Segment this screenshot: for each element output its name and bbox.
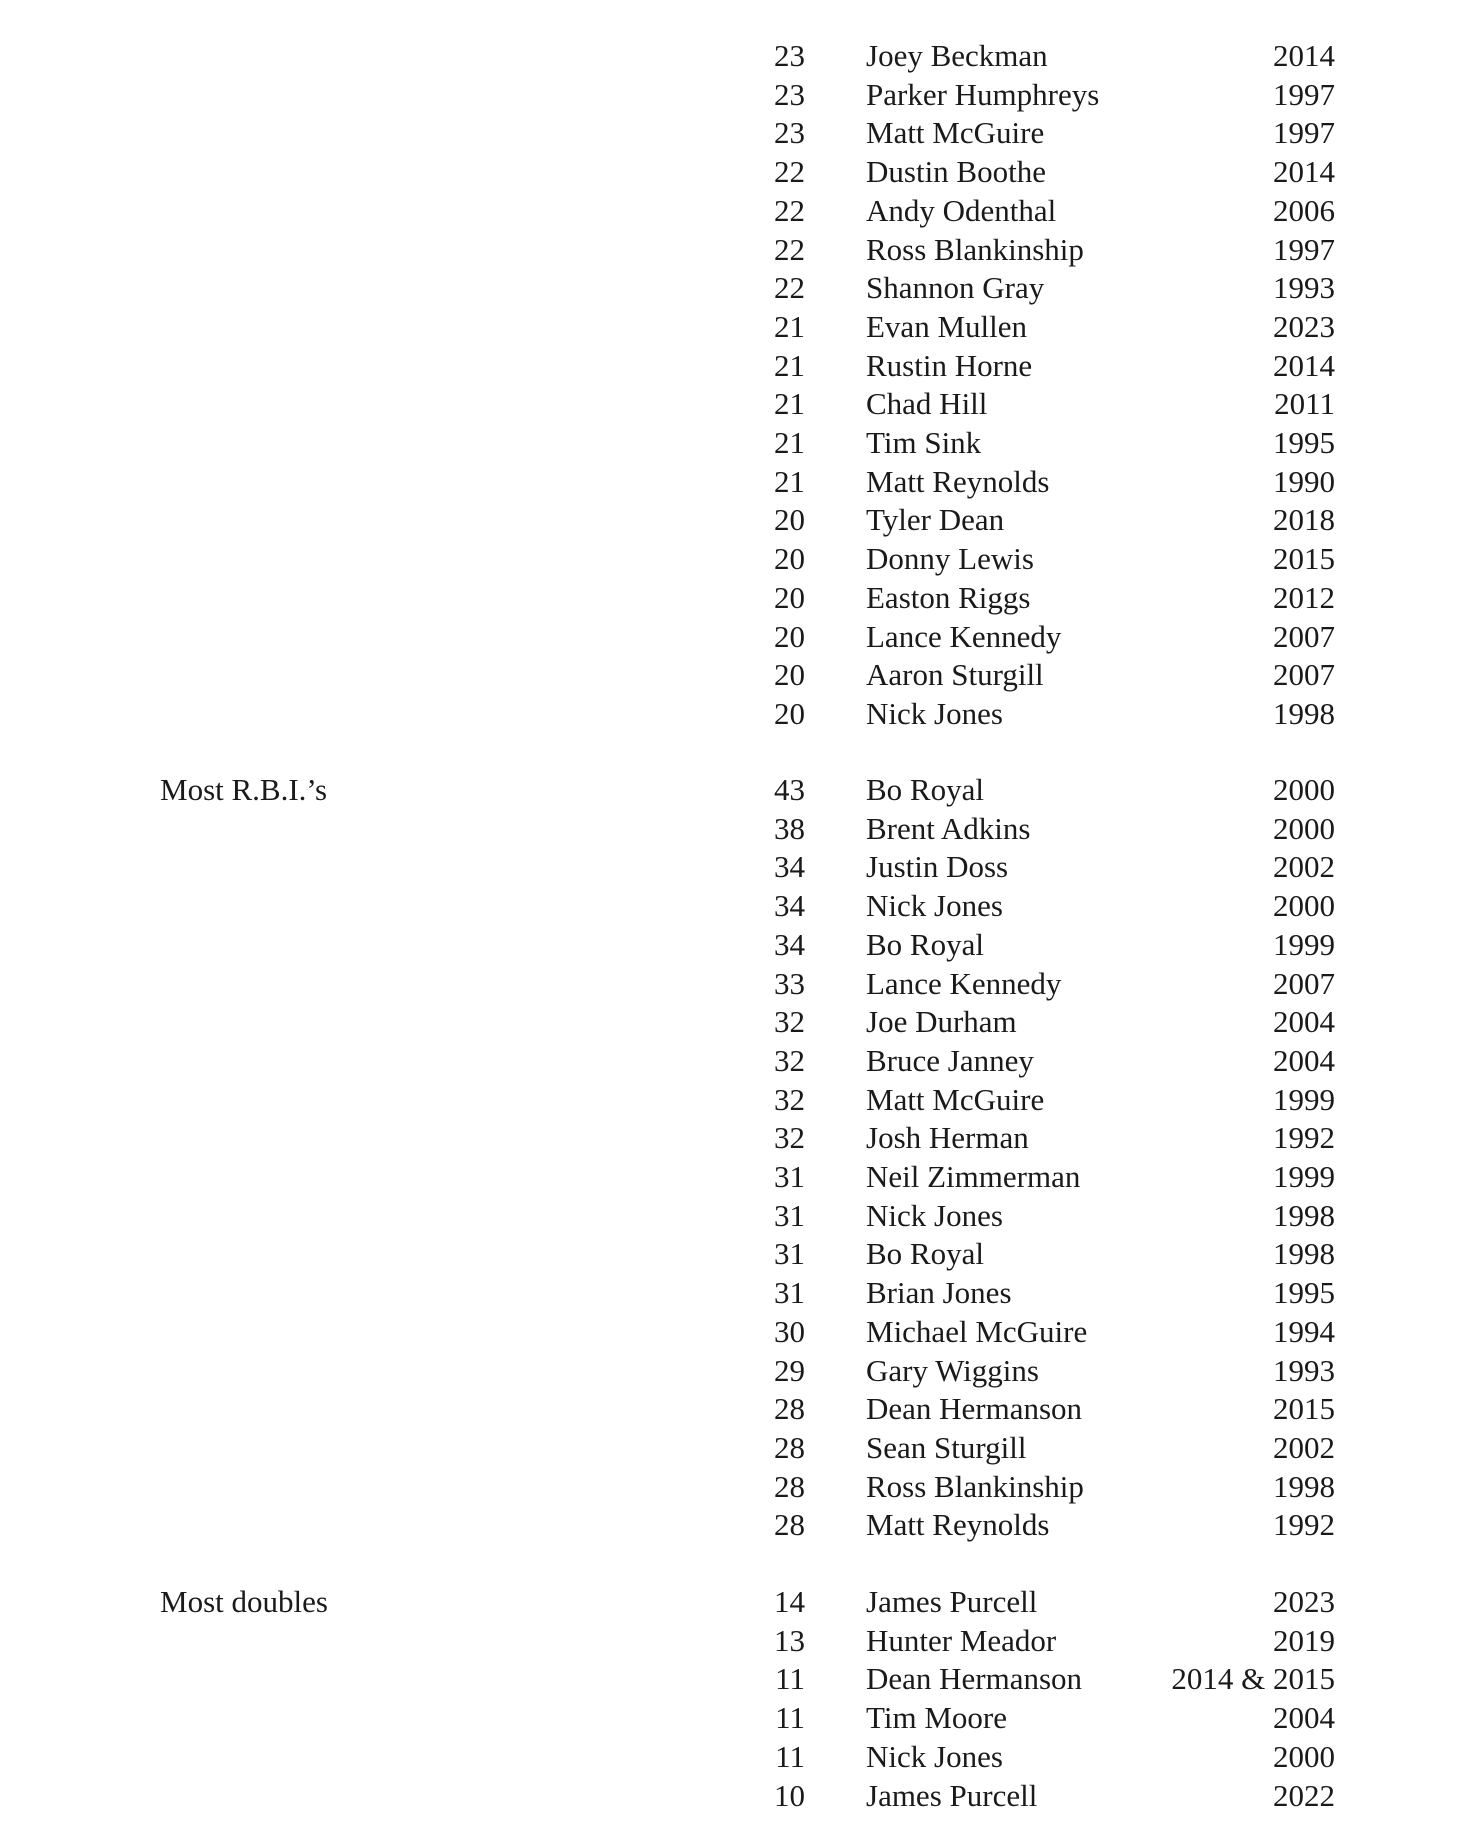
record-row — [0, 347, 1468, 386]
record-year: 2015 — [1273, 1391, 1335, 1427]
record-row — [0, 540, 1468, 579]
record-value: 33 — [774, 965, 805, 1001]
record-year: 1999 — [1273, 926, 1335, 962]
record-value: 34 — [774, 888, 805, 924]
record-row — [0, 1042, 1468, 1081]
record-value: 34 — [774, 849, 805, 885]
record-row — [0, 37, 1468, 76]
record-row — [0, 926, 1468, 965]
record-year: 1990 — [1273, 463, 1335, 499]
record-year: 2014 & 2015 — [1171, 1661, 1335, 1697]
player-name: Bo Royal — [866, 1236, 984, 1272]
record-year: 1998 — [1273, 1468, 1335, 1504]
record-year: 1999 — [1273, 1081, 1335, 1117]
player-name: Matt McGuire — [866, 115, 1045, 151]
record-value: 20 — [774, 541, 805, 577]
player-name: Lance Kennedy — [866, 618, 1062, 654]
player-name: Matt Reynolds — [866, 463, 1050, 499]
record-value: 20 — [774, 579, 805, 615]
player-name: Dustin Boothe — [866, 154, 1046, 190]
record-row — [0, 1390, 1468, 1429]
record-row — [0, 1699, 1468, 1738]
player-name: Joey Beckman — [866, 38, 1048, 73]
player-name: Brian Jones — [866, 1275, 1012, 1311]
record-year: 1995 — [1273, 425, 1335, 460]
record-row — [0, 1468, 1468, 1507]
player-name: Hunter Meador — [866, 1622, 1057, 1658]
record-value: 32 — [774, 1042, 805, 1078]
record-year: 2004 — [1273, 1042, 1335, 1078]
record-value: 20 — [774, 502, 805, 538]
record-row — [0, 192, 1468, 231]
record-year: 2019 — [1273, 1622, 1335, 1658]
record-row — [0, 1660, 1468, 1699]
record-row — [0, 269, 1468, 308]
record-row — [0, 965, 1468, 1004]
player-name: Michael McGuire — [866, 1313, 1088, 1349]
record-year: 1997 — [1273, 231, 1335, 267]
player-name: Tyler Dean — [866, 502, 1005, 538]
record-value: 31 — [774, 1197, 805, 1233]
player-name: Andy Odenthal — [866, 192, 1057, 228]
player-name: Gary Wiggins — [866, 1352, 1039, 1388]
record-value: 29 — [774, 1352, 805, 1388]
record-year: 2015 — [1273, 541, 1335, 577]
record-value: 43 — [774, 772, 805, 807]
record-value: 28 — [774, 1429, 805, 1465]
record-value: 20 — [774, 657, 805, 693]
record-row — [0, 1119, 1468, 1158]
player-name: Nick Jones — [866, 1197, 1003, 1233]
record-row — [0, 1429, 1468, 1468]
record-row — [0, 1622, 1468, 1661]
player-name: Chad Hill — [866, 386, 988, 422]
player-name: Neil Zimmerman — [866, 1159, 1081, 1194]
record-row — [0, 424, 1468, 463]
player-name: Matt Reynolds — [866, 1507, 1050, 1543]
record-value: 23 — [774, 115, 805, 151]
player-name: Bo Royal — [866, 772, 984, 807]
record-value: 10 — [774, 1777, 805, 1813]
record-year: 1995 — [1273, 1275, 1335, 1311]
player-name: Donny Lewis — [866, 541, 1034, 577]
record-row — [0, 463, 1468, 502]
record-row — [0, 114, 1468, 153]
record-row — [0, 308, 1468, 347]
player-name: Nick Jones — [866, 1738, 1003, 1774]
record-year: 2006 — [1273, 192, 1335, 228]
section-label: Most doubles — [160, 1584, 328, 1619]
player-name: Dean Hermanson — [866, 1391, 1083, 1427]
player-name: James Purcell — [866, 1584, 1038, 1619]
record-year: 1997 — [1273, 76, 1335, 112]
record-year: 2014 — [1273, 154, 1335, 190]
record-value: 34 — [774, 926, 805, 962]
record-year: 2023 — [1273, 308, 1335, 344]
record-year: 2011 — [1274, 386, 1335, 422]
player-name: Brent Adkins — [866, 810, 1031, 846]
record-year: 1998 — [1273, 695, 1335, 731]
record-year: 1998 — [1273, 1236, 1335, 1272]
record-value: 21 — [774, 308, 805, 344]
record-year: 1994 — [1273, 1313, 1335, 1349]
record-year: 2000 — [1273, 1738, 1335, 1774]
record-year: 2012 — [1273, 579, 1335, 615]
player-name: Sean Sturgill — [866, 1429, 1027, 1465]
record-row — [0, 656, 1468, 695]
record-row — [0, 579, 1468, 618]
record-row — [0, 1506, 1468, 1545]
record-year: 2000 — [1273, 810, 1335, 846]
record-row — [0, 501, 1468, 540]
record-year: 1993 — [1273, 270, 1335, 306]
record-row — [0, 76, 1468, 115]
record-row — [0, 1777, 1468, 1816]
record-year: 1998 — [1273, 1197, 1335, 1233]
player-name: Nick Jones — [866, 695, 1003, 731]
player-name: Bruce Janney — [866, 1042, 1034, 1078]
player-name: Josh Herman — [866, 1120, 1029, 1156]
record-value: 31 — [774, 1275, 805, 1311]
record-row — [0, 1738, 1468, 1777]
record-year: 1997 — [1273, 115, 1335, 151]
record-value: 21 — [774, 425, 805, 460]
player-name: Bo Royal — [866, 926, 984, 962]
player-name: Shannon Gray — [866, 270, 1045, 306]
record-row — [0, 695, 1468, 734]
record-year: 2023 — [1273, 1584, 1335, 1619]
record-year: 2000 — [1273, 888, 1335, 924]
player-name: Matt McGuire — [866, 1081, 1045, 1117]
record-row — [0, 1352, 1468, 1391]
record-row — [0, 1274, 1468, 1313]
record-value: 13 — [774, 1622, 805, 1658]
record-year: 2014 — [1273, 38, 1335, 73]
record-row — [0, 1235, 1468, 1274]
record-value: 31 — [774, 1159, 805, 1194]
record-year: 1992 — [1273, 1507, 1335, 1543]
record-row — [0, 1003, 1468, 1042]
record-row — [0, 618, 1468, 657]
record-row — [0, 771, 1468, 810]
record-value: 22 — [774, 231, 805, 267]
record-value: 20 — [774, 695, 805, 731]
record-value: 11 — [775, 1738, 805, 1774]
record-row — [0, 1313, 1468, 1352]
player-name: Ross Blankinship — [866, 231, 1084, 267]
record-value: 11 — [775, 1661, 805, 1697]
record-value: 22 — [774, 154, 805, 190]
record-row — [0, 153, 1468, 192]
record-row — [0, 1081, 1468, 1120]
record-value: 20 — [774, 618, 805, 654]
record-value: 23 — [774, 76, 805, 112]
record-value: 32 — [774, 1081, 805, 1117]
record-value: 32 — [774, 1004, 805, 1040]
record-value: 28 — [774, 1468, 805, 1504]
record-row — [0, 1583, 1468, 1622]
record-year: 2018 — [1273, 502, 1335, 538]
record-value: 23 — [774, 38, 805, 73]
player-name: Rustin Horne — [866, 347, 1033, 383]
record-row — [0, 1197, 1468, 1236]
player-name: Evan Mullen — [866, 308, 1027, 344]
record-row — [0, 385, 1468, 424]
record-value: 22 — [774, 270, 805, 306]
record-value: 21 — [774, 347, 805, 383]
player-name: Dean Hermanson — [866, 1661, 1083, 1697]
record-row — [0, 887, 1468, 926]
record-year: 2007 — [1273, 657, 1335, 693]
record-value: 28 — [774, 1391, 805, 1427]
player-name: Justin Doss — [866, 849, 1009, 885]
player-name: Parker Humphreys — [866, 76, 1100, 112]
record-year: 2022 — [1273, 1777, 1335, 1813]
player-name: Nick Jones — [866, 888, 1003, 924]
record-year: 2007 — [1273, 965, 1335, 1001]
record-row — [0, 810, 1468, 849]
record-value: 11 — [775, 1700, 805, 1736]
player-name: Ross Blankinship — [866, 1468, 1084, 1504]
record-year: 2004 — [1273, 1004, 1335, 1040]
record-year: 1993 — [1273, 1352, 1335, 1388]
player-name: Easton Riggs — [866, 579, 1031, 615]
section-label: Most R.B.I.’s — [160, 772, 328, 807]
player-name: Tim Moore — [866, 1700, 1007, 1736]
record-value: 22 — [774, 192, 805, 228]
player-name: Joe Durham — [866, 1004, 1017, 1040]
record-value: 32 — [774, 1120, 805, 1156]
record-row — [0, 1158, 1468, 1197]
record-year: 1992 — [1273, 1120, 1335, 1156]
record-value: 21 — [774, 463, 805, 499]
record-value: 14 — [774, 1584, 805, 1619]
record-year: 2002 — [1273, 1429, 1335, 1465]
record-value: 30 — [774, 1313, 805, 1349]
record-row — [0, 848, 1468, 887]
record-value: 31 — [774, 1236, 805, 1272]
record-row — [0, 231, 1468, 270]
record-year: 2002 — [1273, 849, 1335, 885]
player-name: Aaron Sturgill — [866, 657, 1044, 693]
player-name: Lance Kennedy — [866, 965, 1062, 1001]
record-year: 2004 — [1273, 1700, 1335, 1736]
record-value: 28 — [774, 1507, 805, 1543]
record-year: 2000 — [1273, 772, 1335, 807]
record-year: 1999 — [1273, 1159, 1335, 1194]
player-name: James Purcell — [866, 1777, 1038, 1813]
record-year: 2014 — [1273, 347, 1335, 383]
record-value: 38 — [774, 810, 805, 846]
record-value: 21 — [774, 386, 805, 422]
player-name: Tim Sink — [866, 425, 982, 460]
record-year: 2007 — [1273, 618, 1335, 654]
